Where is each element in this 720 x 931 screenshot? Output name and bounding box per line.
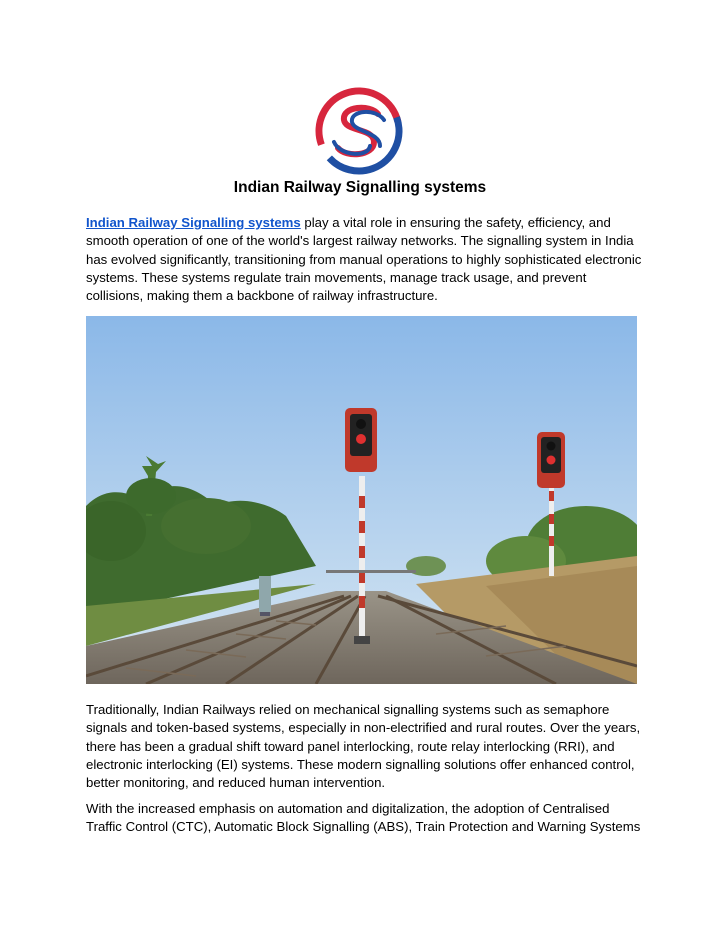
company-logo xyxy=(312,86,406,176)
intro-text: play a vital role in ensuring the safety, efficiency, and smooth operation of one of the world's largest railway networks. The signalling system in India has evolved significantly, transitioning from manual operations to highly sophisticated electronic systems. These systems regulate train movements, manage track usage, and prevent collisions, making them a backbone of railway infrastructure. xyxy=(86,215,642,304)
body-paragraph: With the increased emphasis on automation and digitalization, the adoption of Centralised Traffic Control (CTC), Automatic Block Signalling (ABS), Train Protection and Warning Systems xyxy=(86,801,641,835)
signalling-systems-link[interactable]: Indian Railway Signalling systems xyxy=(86,215,301,230)
page-title: Indian Railway Signalling systems xyxy=(233,179,487,196)
railway-signal-photo xyxy=(86,316,637,684)
body-paragraph: Traditionally, Indian Railways relied on mechanical signalling systems such as semaphore signals and token-based systems, especially in non-electrified and rural routes. Over the years, there has been a gradual shift toward panel interlocking, route relay interlocking (RRI), and electronic interlocking (EI) systems. These modern signalling solutions offer enhanced control, better monitoring, and reduced human intervention. xyxy=(86,702,641,791)
intro-paragraph xyxy=(86,214,642,305)
